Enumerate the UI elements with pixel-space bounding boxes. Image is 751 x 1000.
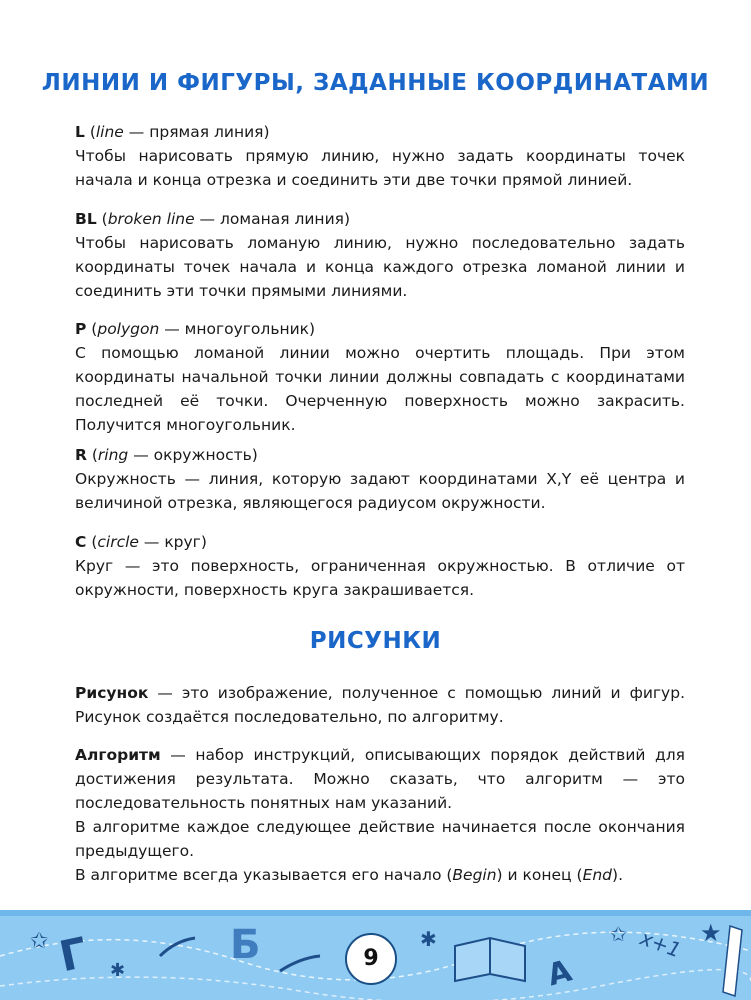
- term-english: circle: [97, 533, 139, 551]
- algorithm-text: — набор инструкций, описывающих порядок действий для достижения результата. Можно сказать, что алгоритм — это последовательность понятных нам указаний.: [75, 746, 685, 812]
- letter-b-doodle: Б: [230, 922, 261, 968]
- term-english: ring: [97, 446, 129, 464]
- term-english: polygon: [97, 320, 160, 338]
- letter-a-doodle: A: [543, 953, 576, 994]
- para3-end: ).: [612, 866, 624, 884]
- term-russian: прямая линия: [149, 123, 264, 141]
- definition-line: [75, 120, 685, 192]
- term-russian: круг: [164, 533, 201, 551]
- star-icon: ✩: [610, 922, 627, 946]
- begin-word: Begin: [452, 866, 497, 884]
- term-russian: ломаная линия: [219, 210, 344, 228]
- picture-paragraph: [75, 681, 685, 729]
- term-code: R: [75, 446, 87, 464]
- term-code: C: [75, 533, 87, 551]
- term-description: Круг — это поверхность, ограниченная окружностью. В отличие от окружности, поверхность круга закрашивается.: [75, 557, 685, 599]
- algorithm-paragraph-3: [75, 863, 685, 887]
- algorithm-paragraph-2: В алгоритме каждое следующее действие начинается после окончания предыдущего.: [75, 818, 685, 860]
- definition-polygon: [75, 317, 685, 437]
- end-word: End: [582, 866, 613, 884]
- term-code: P: [75, 320, 87, 338]
- term-line: R (ring — окружность): [75, 446, 258, 464]
- definition-broken-line: [75, 207, 685, 303]
- term-line: BL (broken line — ломаная линия): [75, 210, 351, 228]
- definition-ring: [75, 443, 685, 515]
- para3-mid: ) и конец (: [496, 866, 583, 884]
- term-english: broken line: [107, 210, 195, 228]
- algorithm-paragraph: [75, 743, 685, 815]
- term-line: P (polygon — многоугольник): [75, 320, 316, 338]
- snowflake-icon: ✱: [110, 960, 126, 981]
- definition-circle: [75, 530, 685, 602]
- section-title-pictures: РИСУНКИ: [309, 628, 442, 654]
- term-russian: окружность: [153, 446, 252, 464]
- picture-term: Рисунок: [75, 684, 149, 702]
- term-line: C (circle — круг): [75, 533, 207, 551]
- para3-start: В алгоритме всегда указывается его начало (: [75, 866, 453, 884]
- definition-picture: [75, 681, 685, 729]
- term-description: Чтобы нарисовать ломаную линию, нужно последовательно задать координаты точек начала и конца каждого отрезка ломаной линии и соединить эти точки прямыми линиями.: [75, 234, 685, 300]
- term-russian: многоугольник: [184, 320, 310, 338]
- term-description: Окружность — линия, которую задают координатами X,Y её центра и величиной отрезка, являющегося радиусом окружности.: [75, 470, 685, 512]
- page-number: 9: [345, 933, 397, 985]
- algorithm-term: Алгоритм: [75, 746, 161, 764]
- formula-doodle: x+1: [637, 925, 685, 963]
- term-english: line: [95, 123, 124, 141]
- term-description: Чтобы нарисовать прямую линию, нужно задать координаты точек начала и конца отрезка и соединить эти две точки прямой линией.: [75, 147, 685, 189]
- section-title-lines-figures: ЛИНИИ И ФИГУРЫ, ЗАДАННЫЕ КООРДИНАТАМИ: [41, 70, 710, 96]
- letter-g-doodle: Г: [55, 927, 92, 982]
- star-icon: ✩: [30, 929, 49, 954]
- term-code: BL: [75, 210, 97, 228]
- snowflake-icon: ✱: [420, 927, 437, 951]
- picture-text: — это изображение, полученное с помощью линий и фигур. Рисунок создаётся последовательно, по алгоритму.: [75, 684, 685, 726]
- definition-algorithm: [75, 743, 685, 887]
- term-description: С помощью ломаной линии можно очертить площадь. При этом координаты начальной точки линии должны совпадать с координатами последней её точки. Очерченную поверхность можно закрасить. Получится многоугольник.: [75, 344, 685, 434]
- term-line: L (line — прямая линия): [75, 123, 270, 141]
- star-icon: ★: [700, 919, 722, 947]
- term-code: L: [75, 123, 85, 141]
